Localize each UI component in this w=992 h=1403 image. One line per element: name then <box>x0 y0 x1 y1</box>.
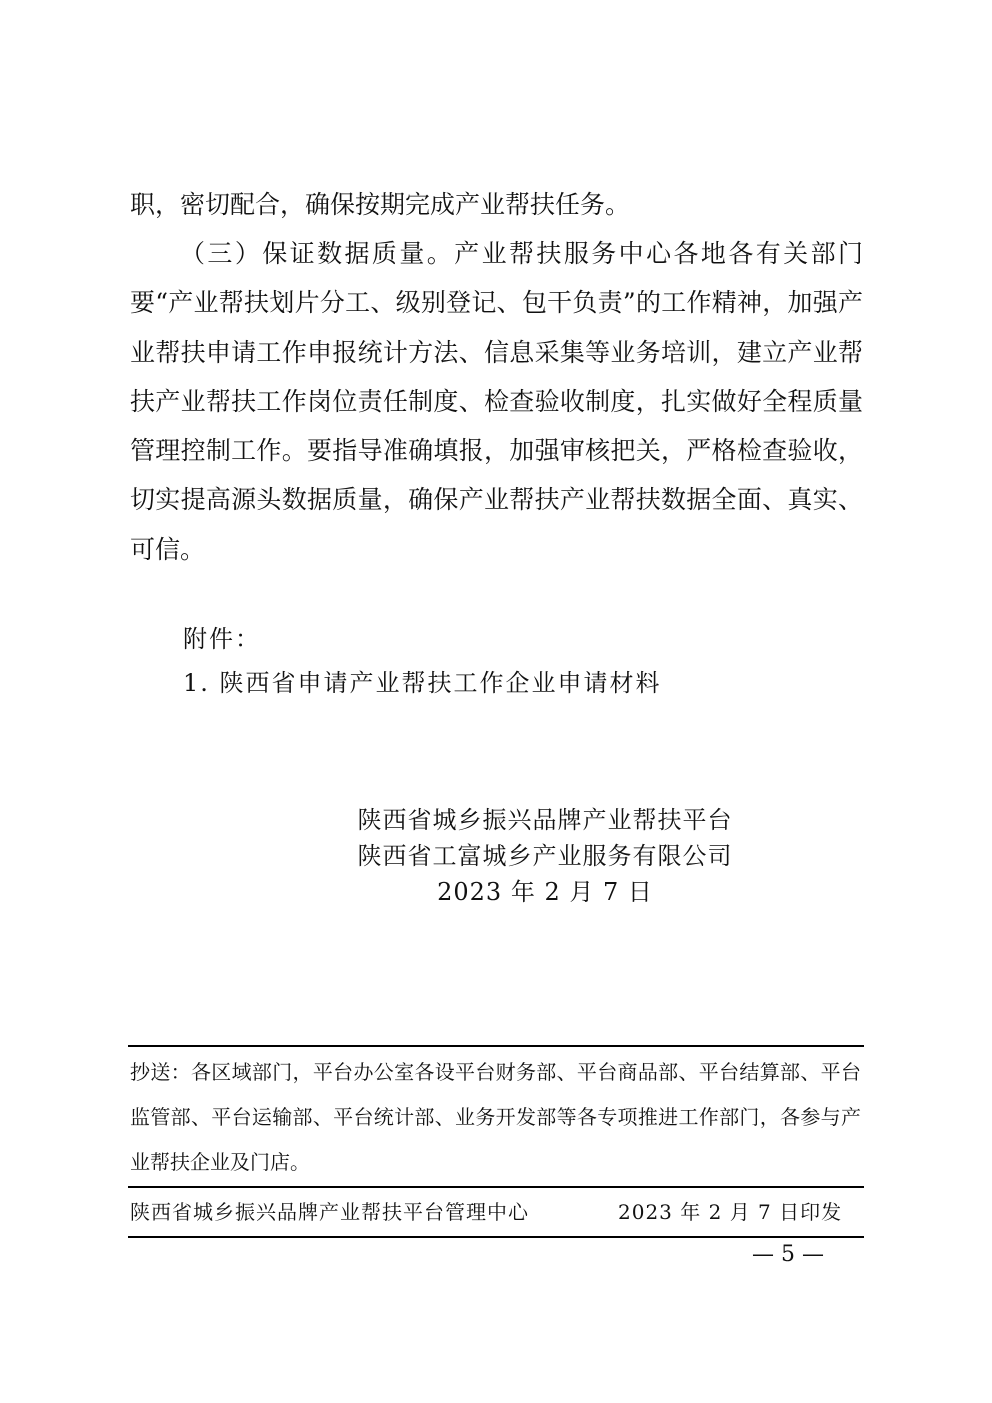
attachment-title: 附件： <box>183 625 261 653</box>
signature-org-1: 陕西省城乡振兴品牌产业帮扶平台 <box>357 806 733 834</box>
issued-date: 2023 年 2 月 7 日印发 <box>618 1200 843 1224</box>
footer-rule-top <box>128 1045 864 1047</box>
signature-date: 2023 年 2 月 7 日 <box>437 878 653 906</box>
footer-rule-middle <box>128 1186 864 1188</box>
body-paragraph-2: （三）保证数据质量。产业帮扶服务中心各地各有关部门要“产业帮扶划片分工、级别登记、包干负责”的工作精神，加强产业帮扶申请工作申报统计方法、信息采集等业务培训，建立产业帮扶产业帮扶工作岗位责任制度、检查验收制度，扎实做好全程质量管理控制工作。要指导准确填报，加强审核把关，严格检查验收，切实提高源头数据质量，确保产业帮扶产业帮扶数据全面、真实、可信。 <box>130 239 863 564</box>
page-number: — 5 — <box>752 1242 824 1267</box>
cc-distribution: 抄送：各区域部门，平台办公室各设平台财务部、平台商品部、平台结算部、平台监管部、平台运输部、平台统计部、业务开发部等各专项推进工作部门，各参与产业帮扶企业及门店。 <box>130 1060 861 1174</box>
body-paragraph-1: 职，密切配合，确保按期完成产业帮扶任务。 <box>130 190 631 219</box>
attachment-item-1: 1. 陕西省申请产业帮扶工作企业申请材料 <box>183 669 662 697</box>
issuer-name: 陕西省城乡振兴品牌产业帮扶平台管理中心 <box>130 1200 529 1224</box>
footer-rule-bottom <box>128 1236 864 1238</box>
signature-org-2: 陕西省工富城乡产业服务有限公司 <box>357 842 733 870</box>
